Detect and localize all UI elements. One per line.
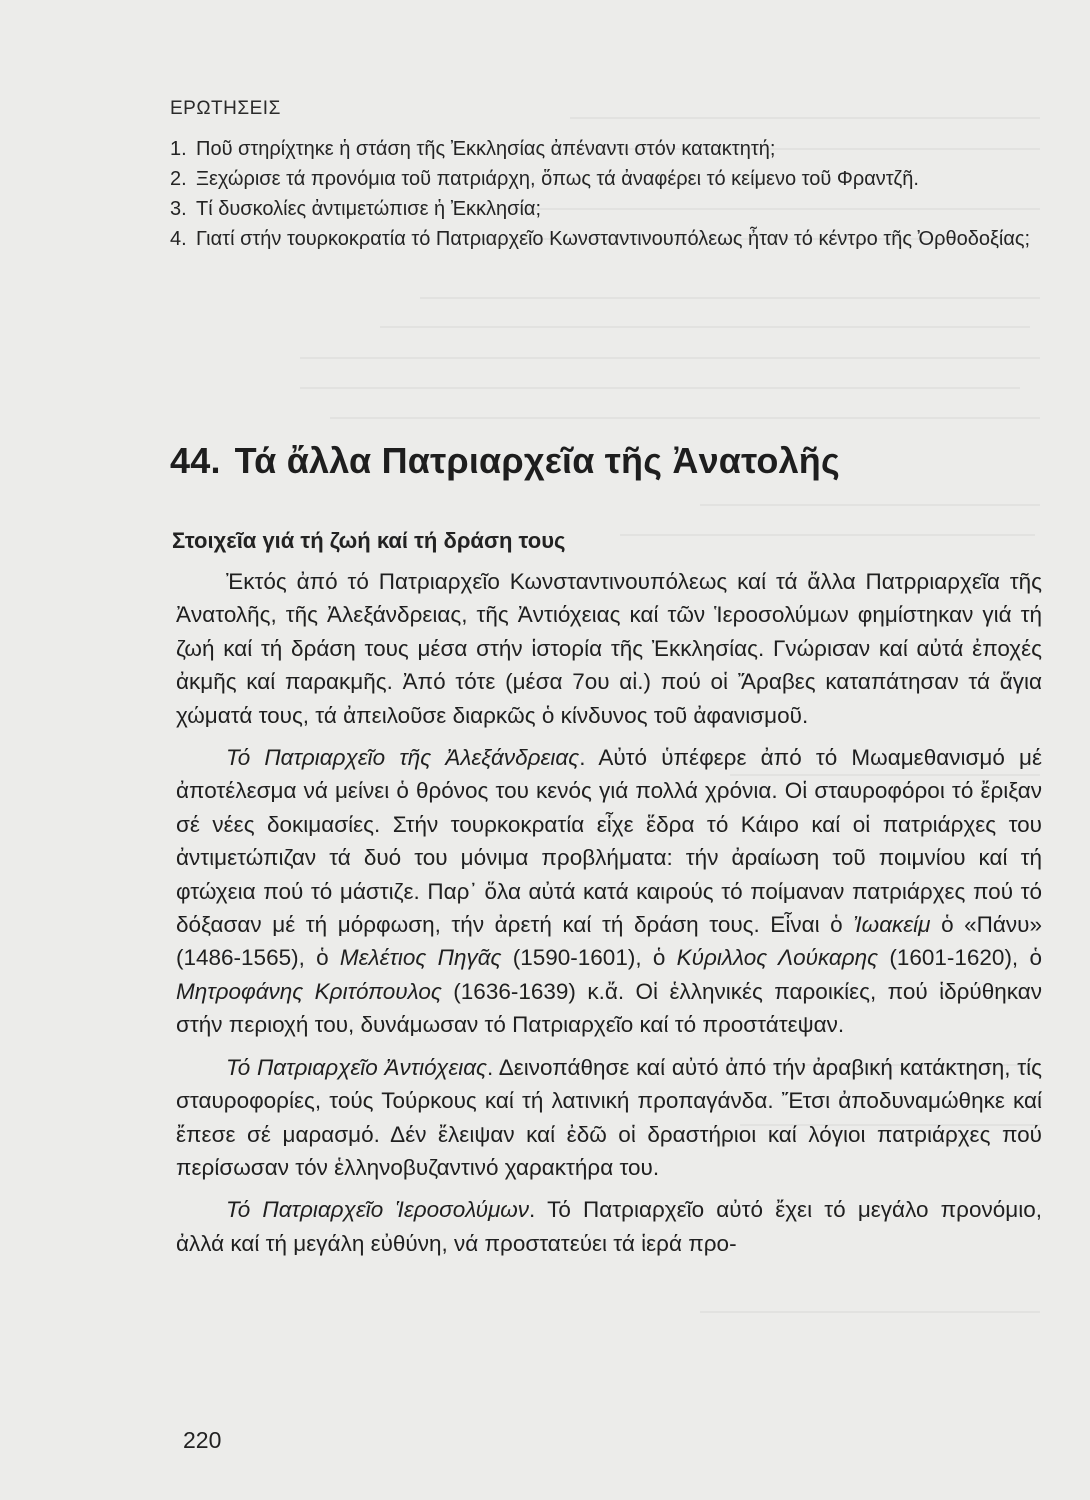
paragraph-text: ὁ «Πάνυ» (1486-1565), ὁ — [176, 912, 1043, 971]
section-heading: Στοιχεῖα γιά τή ζωή καί τή δράση τους — [172, 528, 566, 553]
paragraph-lead: Τό Πατριαρχεῖο Ἀντιόχειας — [226, 1054, 487, 1080]
paragraph-text: . Τό Πατριαρχεῖο αὐτό ἔχει τό μεγάλο προνόμιο, ἀλλά καί τή μεγάλη εὐθύνη, νά προστατεύει τά ἱερά προ- — [176, 1197, 1042, 1256]
paragraph-text: (1590-1601), ὁ — [501, 945, 677, 971]
person-name: Μητροφάνης Κριτόπουλος — [176, 978, 442, 1004]
question-item — [170, 224, 1040, 254]
question-text: Ποῦ στηρίχτηκε ἡ στάση τῆς Ἐκκλησίας ἀπέναντι στόν κατακτητή; — [196, 138, 776, 160]
paragraph-text: (1636-1639) κ.ἄ. Οἱ ἑλληνικές παροικίες, πού ἱδρύθηκαν στήν περιοχή του, δυνάμωσαν τό Πατριαρχεῖο καί τό προστάτεψαν. — [176, 978, 1042, 1038]
paragraph-alexandria — [176, 741, 1042, 1042]
paragraph-antioch — [176, 1051, 1042, 1185]
paragraph-jerusalem — [176, 1193, 1042, 1260]
question-item — [170, 164, 1040, 194]
questions-list — [170, 134, 1040, 254]
paragraph-text: . Αὐτό ὑπέφερε ἀπό τό Μωαμεθανισμό μέ ἀποτέλεσμα νά μείνει ὁ θρόνος του κενός γιά πολλά χρόνια. Οἱ σταυροφόροι τό ἔριξαν σέ νέες δοκιμασίες. Στήν τουρκοκρατία εἶχε ἕδρα τό Κάιρο καί οἱ πατριάρχες του ἀντιμετώπιζαν τά δυό του μόνιμα προβλήματα: τήν ἀραίωση τοῦ ποιμνίου καί τή φτώχεια πού τό μάστιζε. Παρ᾽ ὅλα αὐτά κατά καιρούς τό ποίμαναν πατριάρχες πού τό δόξασαν μέ τή μόρφωση, τήν ἀρετή καί τή δράση τους. Εἶναι ὁ — [176, 745, 1042, 938]
person-name: Ἰωακείμ — [853, 912, 931, 938]
chapter-number: 44. — [170, 440, 221, 481]
paragraph-lead: Τό Πατριαρχεῖο Ἱεροσολύμων — [226, 1197, 530, 1223]
question-number: 2. — [170, 168, 187, 190]
person-name: Κύριλλος Λούκαρης — [676, 945, 879, 971]
chapter-title-text: Τά ἄλλα Πατριαρχεῖα τῆς Ἀνατολῆς — [234, 440, 840, 481]
body-text — [176, 565, 1042, 1269]
question-item — [170, 194, 1040, 224]
paragraph-text: . Δεινοπάθησε καί αὐτό ἀπό τήν ἀραβική κατάκτηση, τίς σταυροφορίες, τούς Τούρκους καί τή λατινική προπαγάνδα. Ἔτσι ἀποδυναμώθηκε καί ἔπεσε σέ μαρασμό. Δέν ἔλειψαν καί ἐδῶ οἱ δραστήριοι καί λόγιοι πατριάρχες πού περίσωσαν τόν ἑλληνοβυζαντινό χαρακτήρα του. — [176, 1054, 1042, 1180]
question-number: 3. — [170, 198, 187, 220]
chapter-title — [170, 440, 1050, 482]
question-text: Τί δυσκολίες ἀντιμετώπισε ἡ Ἐκκλησία; — [196, 198, 542, 220]
paragraph-intro: Ἐκτός ἀπό τό Πατριαρχεῖο Κωνσταντινουπόλεως καί τά ἄλλα Πατρριαρχεῖα τῆς Ἀνατολῆς, τῆς Ἀλεξάνδρειας, τῆς Ἀντιόχειας καί τῶν Ἱεροσολύμων φημίστηκαν γιά τή ζωή καί τή δράση τους μέσα στήν ἱστορία τῆς Ἐκκλησίας. Γνώρισαν καί αὐτά ἐποχές ἀκμῆς καί παρακμῆς. Ἀπό τότε (μέσα 7ου αἰ.) πού οἱ Ἄραβες καταπάτησαν τά ἅγια χώματά τους, τά ἀπειλοῦσε διαρκῶς ὁ κίνδυνος τοῦ ἀφανισμοῦ. — [176, 569, 1042, 728]
questions-heading: ΕΡΩΤΗΣΕΙΣ — [170, 98, 281, 119]
paragraph-lead: Τό Πατριαρχεῖο τῆς Ἀλεξάνδρειας — [226, 745, 580, 771]
question-text: Γιατί στήν τουρκοκρατία τό Πατριαρχεῖο Κωνσταντινουπόλεως ἦταν τό κέντρο τῆς Ὀρθοδοξίας; — [196, 228, 1031, 250]
person-name: Μελέτιος Πηγᾶς — [339, 945, 502, 971]
question-item — [170, 134, 1040, 164]
question-text: Ξεχώρισε τά προνόμια τοῦ πατριάρχη, ὅπως τά ἀναφέρει τό κείμενο τοῦ Φραντζῆ. — [196, 168, 919, 190]
paragraph-text: (1601-1620), ὁ — [878, 945, 1042, 971]
page-number: 220 — [183, 1427, 222, 1453]
question-number: 4. — [170, 228, 187, 250]
question-number: 1. — [170, 138, 187, 160]
